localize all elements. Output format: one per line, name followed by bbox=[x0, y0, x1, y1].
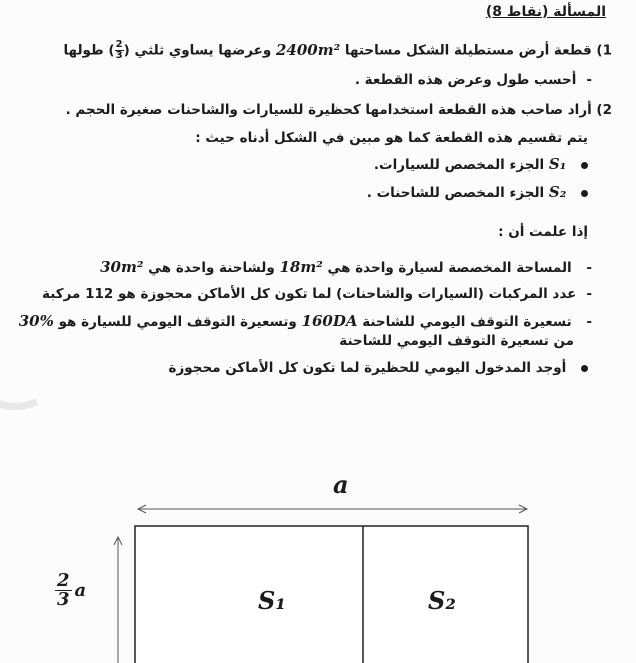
s2-symbol: S₂ bbox=[548, 183, 567, 201]
question-1-text-a: قطعة أرض مستطيلة الشكل مساحتها bbox=[344, 42, 592, 59]
fact-1: - المساحة المخصصة لسيارة واحدة هي 18m² ولشاحنة واحدة هي 30m² bbox=[100, 258, 592, 276]
question-2-text: أراد صاحب هذه القطعة استخدامها كحظيرة للسيارات والشاحنات صغيرة الحجم . bbox=[65, 102, 592, 118]
fact-2: -عدد المركبات (السيارات والشاحنات) لما تكون كل الأماكن محجوزة هو 112 مركبة bbox=[42, 286, 592, 302]
width-label: a bbox=[333, 470, 349, 499]
car-price-percent: 30% bbox=[18, 312, 54, 330]
region-s2-label: S₂ bbox=[428, 586, 456, 615]
s2-text: الجزء المخصص للشاحنات . bbox=[366, 185, 545, 201]
area-value: 2400m² bbox=[275, 40, 341, 59]
question-1: 1) قطعة أرض مستطيلة الشكل مساحتها 2400m² وعرضها يساوي ثلثي ( $\frac{2}{3}$ ) طولها bbox=[63, 39, 612, 61]
truck-area-value: 30m² bbox=[100, 258, 144, 276]
region-s1-label: S₁ bbox=[258, 586, 286, 615]
car-area-value: 18m² bbox=[279, 258, 323, 276]
s1-text: الجزء المخصص للسيارات. bbox=[373, 157, 545, 173]
s1-symbol: S₁ bbox=[548, 155, 567, 173]
question-2-split: يتم تقسيم هذه القطعة كما هو مبين في الشكل أدناه حيث : bbox=[195, 130, 588, 146]
question-1-text-c: طولها bbox=[63, 42, 104, 59]
fact-3: - تسعيرة التوقف اليومي للشاحنة 160DA وتسعيرة التوقف اليومي للسيارة هو 30% bbox=[18, 312, 592, 330]
problem-title: المسألة (نقاط 8) bbox=[485, 4, 606, 20]
truck-price-value: 160DA bbox=[301, 312, 358, 330]
two-thirds-fraction: $\frac{2}{3}$ bbox=[115, 39, 123, 61]
question-2-number: 2) bbox=[596, 102, 612, 118]
fact-3-cont: من تسعيرة التوقف اليومي للشاحنة bbox=[339, 333, 574, 349]
question-1-number: 1) bbox=[596, 42, 612, 59]
land-rectangle bbox=[135, 526, 528, 663]
height-label: 2 3 a bbox=[57, 570, 87, 610]
final-task: أوجد المدخول اليومي للحظيرة لما تكون كل الأماكن محجوزة bbox=[30, 360, 588, 376]
given-heading: إذا علمت أن : bbox=[498, 224, 588, 240]
question-1-task: -أحسب طول وعرض هذه القطعة . bbox=[354, 72, 592, 88]
question-1-text-b: وعرضها يساوي ثلثي bbox=[134, 42, 272, 59]
